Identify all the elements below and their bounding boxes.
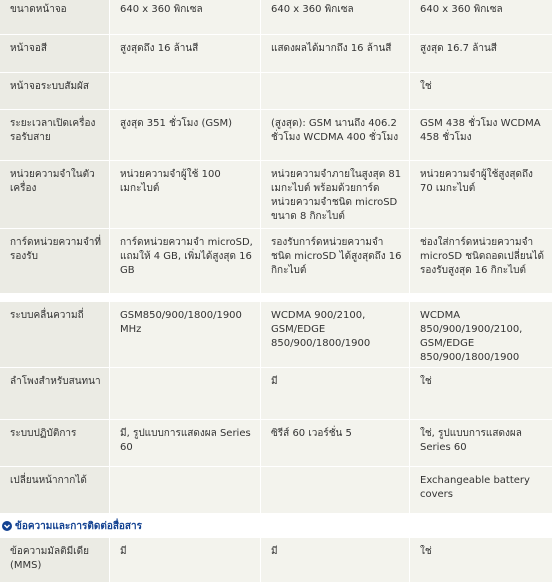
value-cell: GSM850/900/1800/1900 MHz bbox=[110, 302, 261, 367]
value-cell: GSM 438 ชั่วโมง WCDMA 458 ชั่วโมง bbox=[410, 110, 552, 160]
value-cell: ซิรีส์ 60 เวอร์ชั่น 5 bbox=[261, 420, 410, 466]
value-cell: ใช่ bbox=[410, 368, 552, 419]
value-cell: สูงสุด 16.7 ล้านสี bbox=[410, 35, 552, 72]
value-cell bbox=[110, 467, 261, 513]
value-cell: ใช่ bbox=[410, 73, 552, 109]
value-cell: สูงสุด 351 ชั่วโมง (GSM) bbox=[110, 110, 261, 160]
value-cell: ช่องใส่การ์ดหน่วยความจำ microSD ชนิดถอดเปลี่ยนได้ รองรับสูงสุด 16 กิกะไบต์ bbox=[410, 229, 552, 293]
value-cell: มี, รูปแบบการแสดงผล Series 60 bbox=[110, 420, 261, 466]
table-row bbox=[0, 110, 552, 161]
row-label: ข้อความมัลติมีเดีย (MMS) bbox=[0, 538, 110, 582]
row-label: หน้าจอระบบสัมผัส bbox=[0, 73, 110, 109]
row-label: การ์ดหน่วยความจำที่รองรับ bbox=[0, 229, 110, 293]
value-cell: WCDMA 850/900/1900/2100, GSM/EDGE 850/900/1800/1900 bbox=[410, 302, 552, 367]
value-cell: มี bbox=[261, 538, 410, 582]
value-cell: ใช่, รูปแบบการแสดงผล Series 60 bbox=[410, 420, 552, 466]
value-cell bbox=[261, 467, 410, 513]
table-row bbox=[0, 0, 552, 35]
value-cell: WCDMA 900/2100, GSM/EDGE 850/900/1800/1900 bbox=[261, 302, 410, 367]
table-row bbox=[0, 229, 552, 294]
table-row bbox=[0, 161, 552, 229]
value-cell: 640 x 360 พิกเซล bbox=[410, 0, 552, 34]
row-label: หน้าจอสี bbox=[0, 35, 110, 72]
value-cell: (สูงสุด): GSM นานถึง 406.2 ชั่วโมง WCDMA 400 ชั่วโมง bbox=[261, 110, 410, 160]
table-row bbox=[0, 35, 552, 73]
value-cell: 640 x 360 พิกเซล bbox=[261, 0, 410, 34]
table-row bbox=[0, 73, 552, 110]
table-row bbox=[0, 467, 552, 514]
row-label: ระยะเวลาเปิดเครื่องรอรับสาย bbox=[0, 110, 110, 160]
row-label: ลำโพงสำหรับสนทนา bbox=[0, 368, 110, 419]
value-cell: หน่วยความจำภายในสูงสุด 81 เมกะไบต์ พร้อมด้วยการ์ดหน่วยความจำชนิด microSD ขนาด 8 กิกะไบต์ bbox=[261, 161, 410, 228]
value-cell: ใช่ bbox=[410, 538, 552, 582]
chevron-down-icon[interactable] bbox=[2, 521, 12, 531]
value-cell: มี bbox=[110, 538, 261, 582]
value-cell: หน่วยความจำผู้ใช้ 100 เมกะไบต์ bbox=[110, 161, 261, 228]
row-label: หน่วยความจำในตัวเครื่อง bbox=[0, 161, 110, 228]
section-title: ข้อความและการติดต่อสื่อสาร bbox=[15, 520, 143, 532]
value-cell: หน่วยความจำผู้ใช้สูงสุดถึง 70 เมกะไบต์ bbox=[410, 161, 552, 228]
value-cell bbox=[261, 73, 410, 109]
value-cell bbox=[110, 73, 261, 109]
row-label: ระบบปฏิบัติการ bbox=[0, 420, 110, 466]
table-row bbox=[0, 302, 552, 368]
value-cell: แสดงผลได้มากถึง 16 ล้านสี bbox=[261, 35, 410, 72]
value-cell bbox=[110, 368, 261, 419]
section-header-messaging[interactable] bbox=[0, 514, 552, 538]
table-row bbox=[0, 420, 552, 467]
value-cell: 640 x 360 พิกเซล bbox=[110, 0, 261, 34]
row-label: ขนาดหน้าจอ bbox=[0, 0, 110, 34]
value-cell: การ์ดหน่วยความจำ microSD, แถมให้ 4 GB, เพิ่มได้สูงสุด 16 GB bbox=[110, 229, 261, 293]
row-gap bbox=[0, 294, 552, 302]
row-label: เปลี่ยนหน้ากากได้ bbox=[0, 467, 110, 513]
value-cell: มี bbox=[261, 368, 410, 419]
table-row bbox=[0, 368, 552, 420]
value-cell: รองรับการ์ดหน่วยความจำชนิด microSD ได้สูงสุดถึง 16 กิกะไบต์ bbox=[261, 229, 410, 293]
table-row bbox=[0, 538, 552, 583]
value-cell: Exchangeable battery covers bbox=[410, 467, 552, 513]
row-label: ระบบคลื่นความถี่ bbox=[0, 302, 110, 367]
value-cell: สูงสุดถึง 16 ล้านสี bbox=[110, 35, 261, 72]
